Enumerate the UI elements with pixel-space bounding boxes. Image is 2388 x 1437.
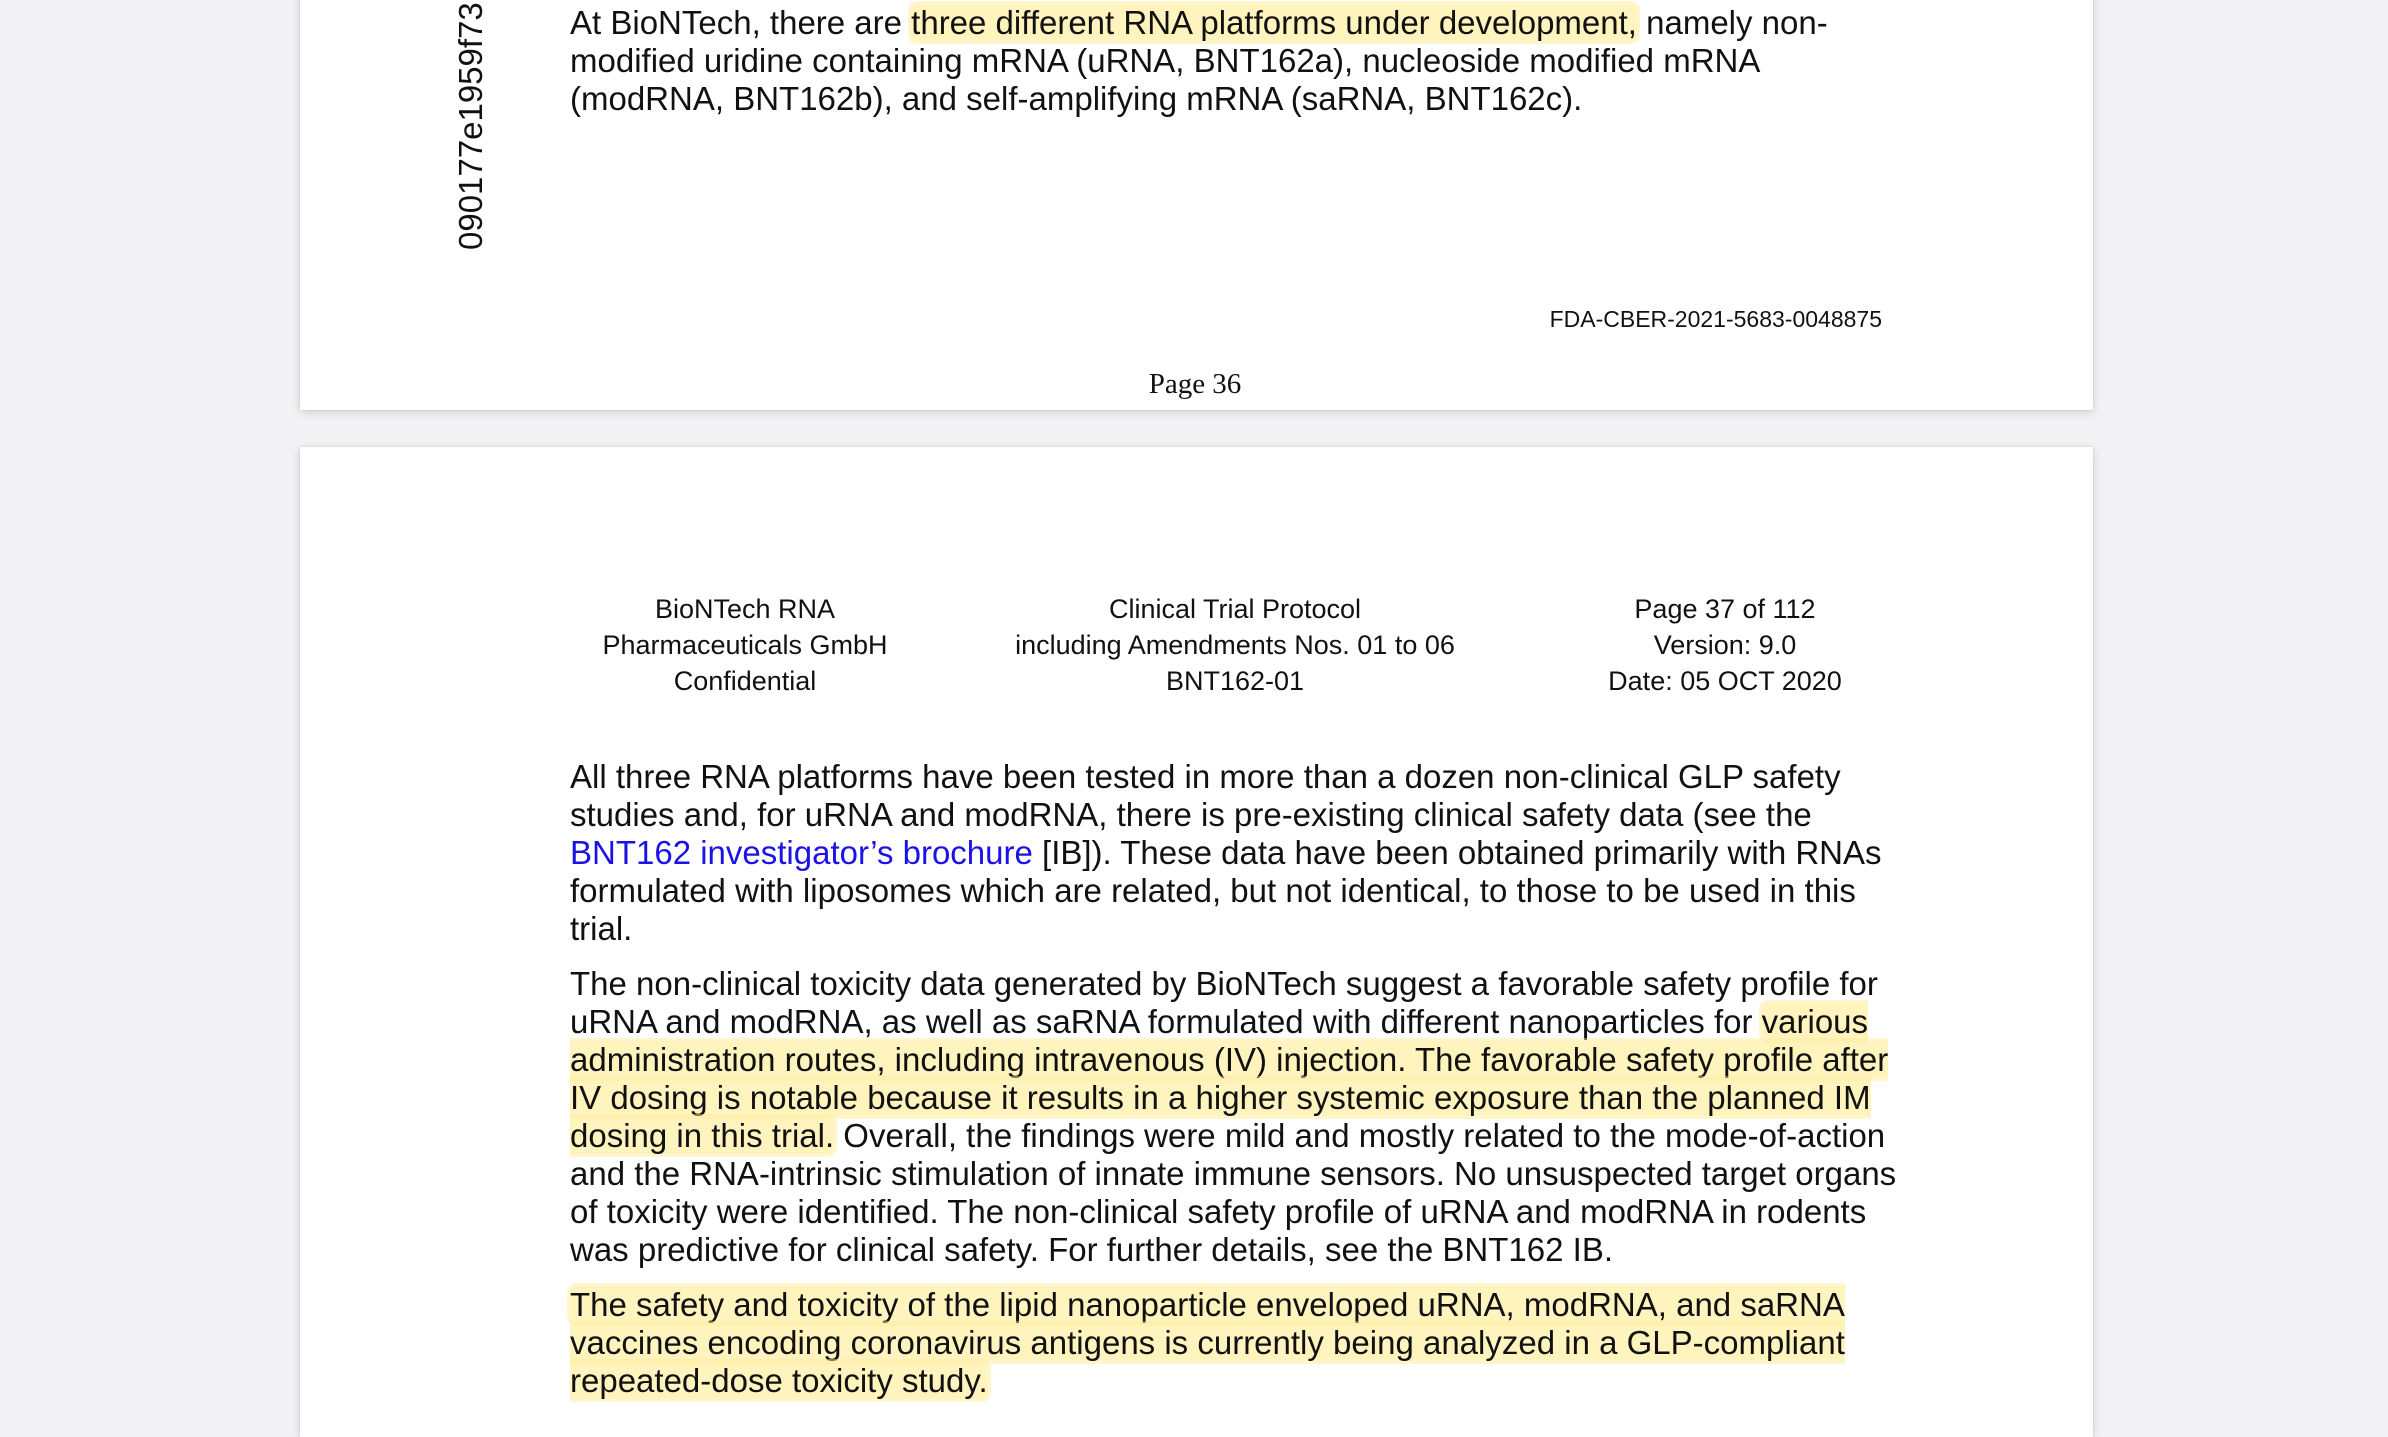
header-page-count: Page 37 of 112 <box>1634 594 1816 624</box>
header-title-line: including Amendments Nos. 01 to 06 <box>1015 630 1455 660</box>
fda-document-number: FDA-CBER-2021-5683-0048875 <box>1549 306 1882 332</box>
paragraph-glp-safety <box>570 758 1910 948</box>
page-number-label: Page 36 <box>1148 368 1242 400</box>
header-date: Date: 05 OCT 2020 <box>1608 666 1842 696</box>
paragraph-text: namely non-modified uridine containing mRNA (uRNA, BNT162a), nucleoside modified mRNA (modRNA, BNT162b), and self-amplifying mRNA (saRNA, BNT162c). <box>570 4 1828 117</box>
paragraph-text: At BioNTech, there are <box>570 4 912 41</box>
paragraph-text: The non-clinical toxicity data generated by BioNTech suggest a favorable safety profile for uRNA and modRNA, as well as saRNA formulated with different nanoparticles for <box>570 965 1878 1040</box>
header-version: Version: 9.0 <box>1653 630 1797 660</box>
header-company-line: Pharmaceuticals GmbH <box>602 630 888 660</box>
header-confidential: Confidential <box>673 666 817 696</box>
highlighted-text: various administration routes, including intravenous (IV) injection. The favorable safety profile after IV dosing is notable because it results in a higher systemic exposure than the planned IM dosing in this trial. <box>570 1003 1889 1154</box>
highlighted-text: three different RNA platforms under development, <box>911 4 1637 41</box>
header-title-line: Clinical Trial Protocol <box>1108 594 1362 624</box>
paragraph-toxicity-data <box>570 965 1910 1269</box>
paragraph-rna-platforms <box>570 4 1910 118</box>
investigator-brochure-link[interactable]: BNT162 investigator’s brochure <box>570 834 1033 871</box>
header-document-title <box>985 591 1485 699</box>
header-page-info <box>1545 591 1905 699</box>
header-company <box>560 591 930 699</box>
paragraph-text: [IB]). These data have been obtained primarily with RNAs formulated with liposomes which are related, but not identical, to those to be used in this trial. <box>570 834 1882 947</box>
highlighted-text: The safety and toxicity of the lipid nanoparticle enveloped uRNA, modRNA, and saRNA vaccines encoding coronavirus antigens is currently being analyzed in a GLP-compliant repeated-dose toxicity study. <box>570 1286 1845 1399</box>
header-company-line: BioNTech RNA <box>654 594 836 624</box>
side-identifier-text: 090177e1959f73 <box>452 2 489 250</box>
paragraph-lnp-toxicity-study <box>570 1286 1910 1400</box>
header-protocol-id: BNT162-01 <box>1165 666 1305 696</box>
paragraph-text: All three RNA platforms have been tested in more than a dozen non-clinical GLP safety studies and, for uRNA and modRNA, there is pre-existing clinical safety data (see the <box>570 758 1841 833</box>
side-identifier <box>438 0 498 260</box>
paragraph-text: Overall, the findings were mild and mostly related to the mode-of-action and the RNA-intrinsic stimulation of innate immune sensors. No unsuspected target organs of toxicity were identified. The non-clinical safety profile of uRNA and modRNA in rodents was predictive for clinical safety. For further details, see the BNT162 IB. <box>570 1117 1897 1268</box>
